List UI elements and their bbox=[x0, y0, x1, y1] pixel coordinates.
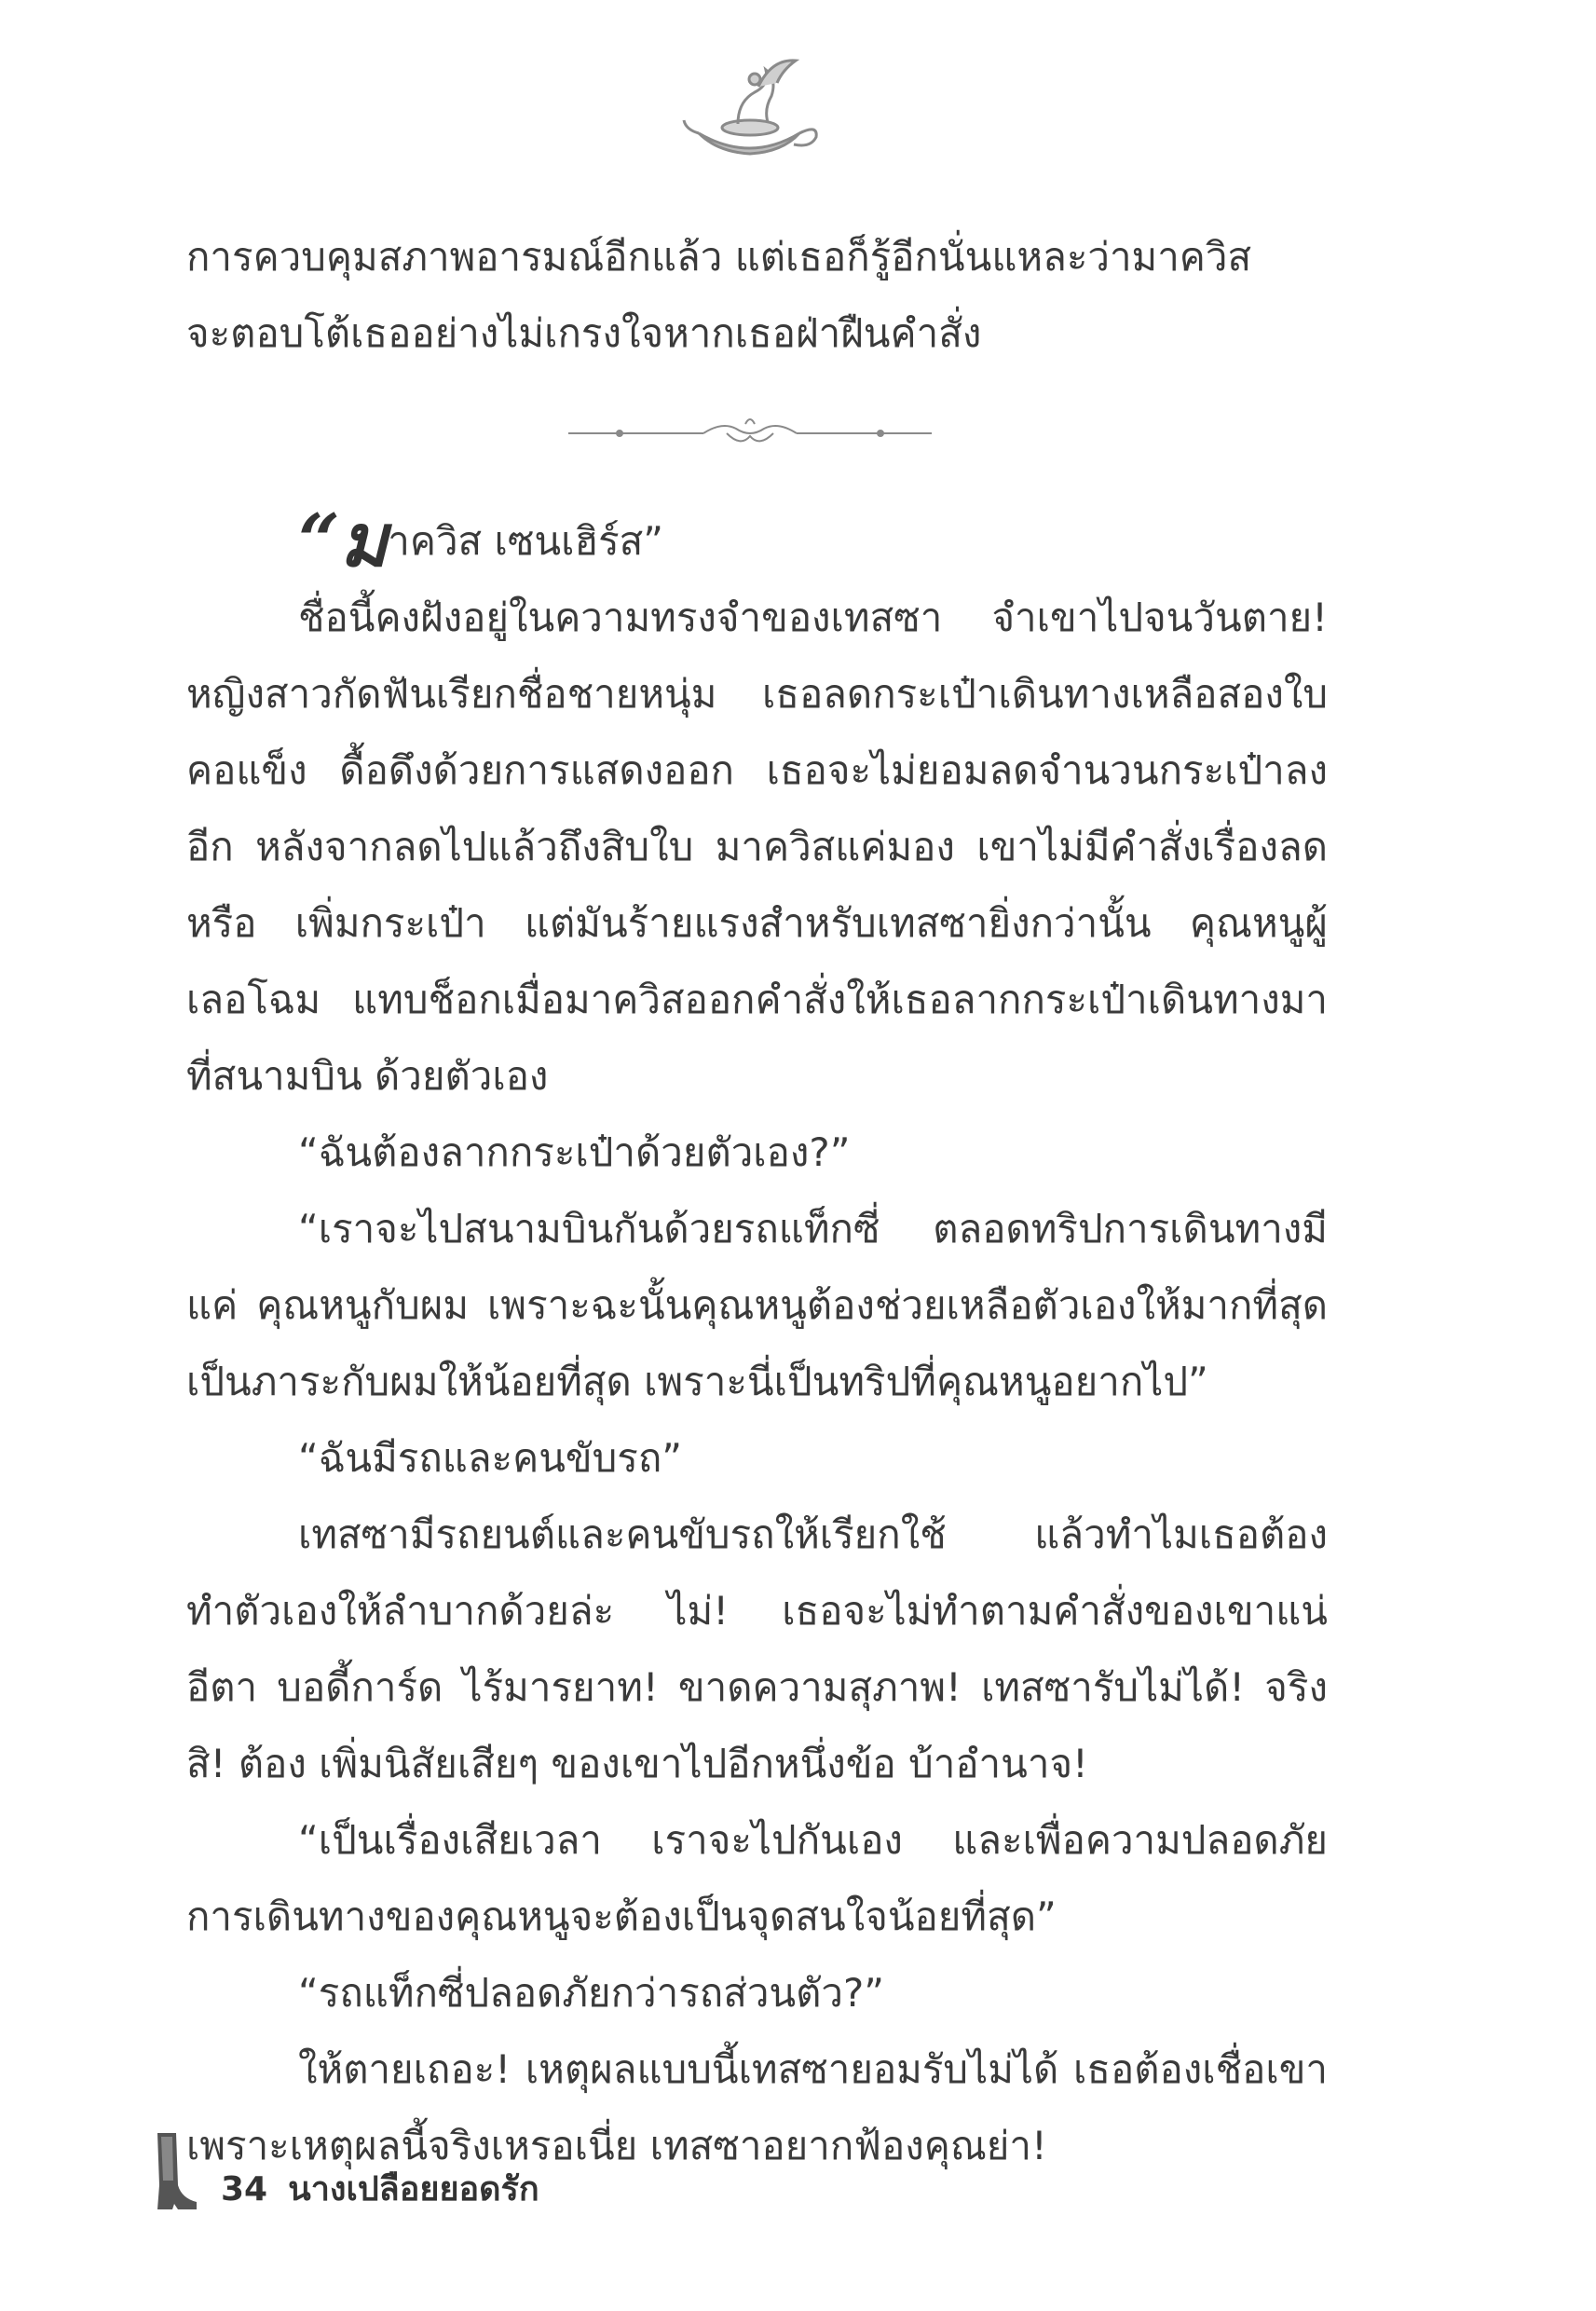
page-number: 34 bbox=[221, 2170, 268, 2208]
book-title: นางเปลือยยอดรัก bbox=[288, 2170, 539, 2208]
paragraph: ชื่อนี้คงฝังอยู่ในความทรงจำของเทสซา จำเขาไปจนวันตาย! หญิงสาวกัดฟันเรียกชื่อชายหนุ่ม เธอลดกระเป๋าเดินทางเหลือสองใบ คอแข็ง ดื้อดึงด้วยการแสดงออก เธอจะไม่ยอมลดจำนวนกระเป๋าลงอีก หลังจากลดไปแล้วถึงสิบใบ มาควิสแค่มอง เขาไม่มีคำสั่งเรื่องลดหรือ เพิ่มกระเป๋า แต่มันร้ายแรงสำหรับเทสซายิ่งกว่านั้น คุณหนูผู้เลอโฉม แทบช็อกเมื่อมาควิสออกคำสั่งให้เธอลากกระเป๋าเดินทางมาที่สนามบิน ด้วยตัวเอง bbox=[186, 595, 1328, 1099]
paragraph: “ฉันต้องลากกระเป๋าด้วยตัวเอง?” bbox=[298, 1129, 851, 1175]
intro-line: การควบคุมสภาพอารมณ์อีกแล้ว แต่เธอก็รู้อีกนั่นแหละว่ามาควิส bbox=[186, 234, 1252, 280]
intro-line: จะตอบโต้เธออย่างไม่เกรงใจหากเธอฝ่าฝืนคำสั่ง bbox=[186, 310, 982, 356]
paragraph: “เราจะไปสนามบินกันด้วยรถแท็กซี่ ตลอดทริปการเดินทางมีแค่ คุณหนูกับผม เพราะฉะนั้นคุณหนูต้องช่วยเหลือตัวเองให้มากที่สุด เป็นภาระกับผมให้น้อยที่สุด เพราะนี่เป็นทริปที่คุณหนูอยากไป” bbox=[186, 1206, 1328, 1404]
paragraph: ให้ตายเถอะ! เหตุผลแบบนี้เทสซายอมรับไม่ได้ เธอต้องเชื่อเขา เพราะเหตุผลนี้จริงเหรอเนี่ย เทสซาอยากฟ้องคุณย่า! bbox=[186, 2046, 1328, 2168]
chapter-body bbox=[186, 499, 1328, 2184]
chapter-opening-line bbox=[186, 499, 1328, 583]
drop-cap: “ม bbox=[298, 499, 389, 583]
genie-lamp-icon bbox=[680, 51, 820, 163]
opening-text: าควิส เซนเฮิร์ส” bbox=[388, 518, 664, 564]
paragraph: “เป็นเรื่องเสียเวลา เราจะไปกันเอง และเพื่อความปลอดภัย การเดินทางของคุณหนูจะต้องเป็นจุดสนใจน้อยที่สุด” bbox=[186, 1817, 1328, 1939]
section-divider-ornament bbox=[564, 410, 936, 457]
intro-text bbox=[186, 219, 1328, 372]
paragraph: “ฉันมีรถและคนขับรถ” bbox=[298, 1435, 683, 1481]
page-footer bbox=[144, 2129, 539, 2213]
paragraph: เทสซามีรถยนต์และคนขับรถให้เรียกใช้ แล้วทำไมเธอต้อง ทำตัวเองให้ลำบากด้วยล่ะ ไม่! เธอจะไม่ทำตามคำสั่งของเขาแน่ อีตา บอดี้การ์ด ไร้มารยาท! ขาดความสุภาพ! เทสซารับไม่ได้! จริงสิ! ต้อง เพิ่มนิสัยเสียๆ ของเขาไปอีกหนึ่งข้อ บ้าอำนาจ! bbox=[186, 1511, 1328, 1786]
paragraph: “รถแท็กซี่ปลอดภัยกว่ารถส่วนตัว?” bbox=[298, 1970, 885, 2016]
boot-icon bbox=[144, 2129, 200, 2213]
